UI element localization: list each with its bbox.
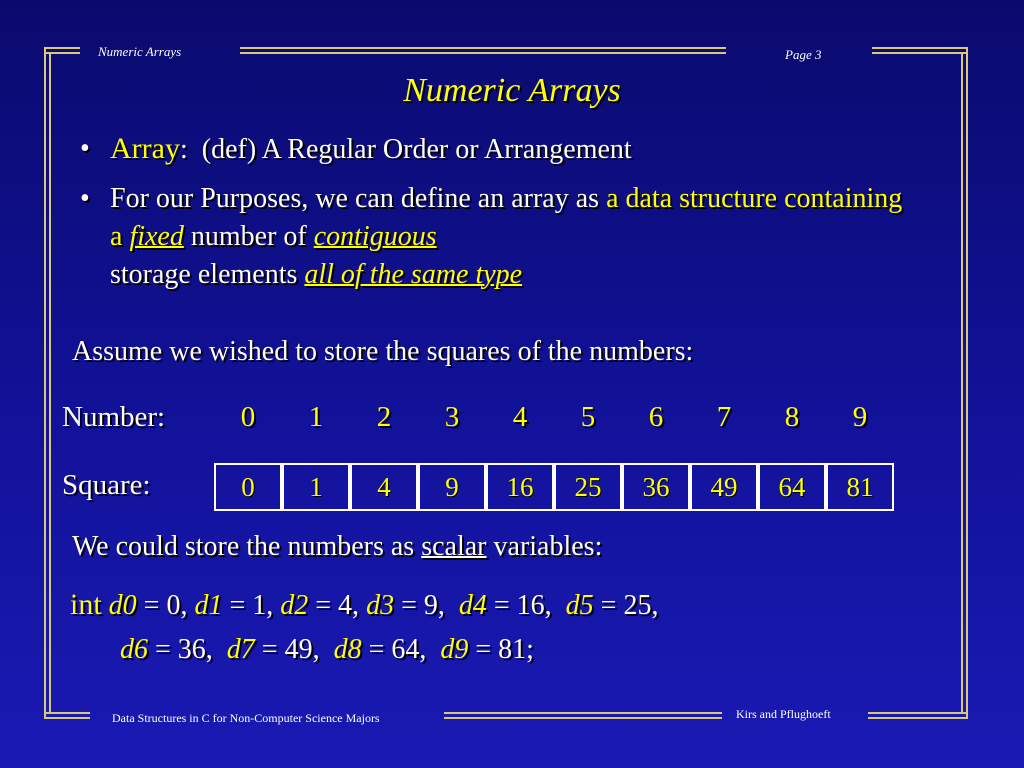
purpose-text-3: number of: [183, 221, 314, 252]
int-keyword: int: [70, 588, 102, 621]
code-assignment: = 9,: [394, 590, 459, 621]
number-cell: 3: [444, 401, 460, 433]
number-cell: 8: [784, 401, 800, 433]
code-line-1: [70, 588, 658, 622]
number-cell: 4: [512, 401, 528, 433]
number-cell: 9: [852, 401, 868, 433]
array-definition: (def) A Regular Order or Arrangement: [201, 134, 632, 165]
code-variable: d2: [280, 590, 309, 621]
contiguous-word: contiguous: [313, 221, 437, 252]
bullet-dot: •: [80, 183, 90, 214]
square-box: 1: [282, 463, 350, 511]
scalar-text-before: We could store the numbers as: [72, 531, 422, 562]
number-cell: 7: [716, 401, 732, 433]
code-assignment: = 81;: [468, 634, 534, 665]
number-label: Number:: [62, 401, 166, 433]
code-assignment: = 4,: [308, 590, 367, 621]
square-box: 9: [418, 463, 486, 511]
purpose-text-2: a data structure containing a: [110, 183, 903, 252]
code-variable: d5: [565, 590, 594, 621]
bullet-array-definition: [80, 130, 632, 169]
slide-title: Numeric Arrays: [403, 72, 621, 109]
code-variable: d1: [194, 590, 223, 621]
bullet-dot: •: [80, 133, 90, 164]
scalar-word: scalar: [421, 531, 487, 562]
header-title: Numeric Arrays: [98, 44, 182, 59]
purpose-text-1: For our Purposes, we can define an array as: [110, 183, 607, 214]
code-variable: d3: [366, 590, 395, 621]
square-box: 36: [622, 463, 690, 511]
square-box: 4: [350, 463, 418, 511]
number-cell: 0: [240, 401, 256, 433]
code-variable: d9: [440, 634, 469, 665]
scalar-line: [72, 531, 602, 563]
code-assignment: = 36,: [148, 634, 227, 665]
number-cell: 6: [648, 401, 664, 433]
code-assignment: = 49,: [254, 634, 334, 665]
square-box: 16: [486, 463, 554, 511]
same-type-phrase: all of the same type: [304, 259, 523, 290]
number-cell: 2: [376, 401, 392, 433]
code-assignment: = 64,: [361, 634, 441, 665]
number-cell: 5: [580, 401, 596, 433]
code-variable: d7: [226, 634, 255, 665]
square-box: 0: [214, 463, 282, 511]
square-box: 81: [826, 463, 894, 511]
square-label: Square:: [62, 469, 151, 501]
code-variable: d6: [120, 634, 148, 665]
code-variable: d8: [333, 634, 362, 665]
purpose-text-4: storage elements: [110, 259, 305, 290]
scalar-text-after: variables:: [486, 531, 603, 562]
footer-course: Data Structures in C for Non-Computer Science Majors: [112, 711, 380, 725]
code-variable: d0: [108, 590, 137, 621]
array-term: Array: [110, 132, 180, 165]
page-number: Page 3: [785, 47, 822, 62]
code-assignment: = 0,: [136, 590, 195, 621]
footer-authors: Kirs and Pflughoeft: [736, 707, 831, 721]
bullet-array-purpose: [80, 180, 910, 294]
number-cell: 1: [308, 401, 324, 433]
code-line-2: [120, 634, 534, 666]
square-box: 49: [690, 463, 758, 511]
square-box: 64: [758, 463, 826, 511]
assume-text: Assume we wished to store the squares of the numbers:: [72, 336, 694, 367]
square-box: 25: [554, 463, 622, 511]
code-assignment: = 16,: [486, 590, 566, 621]
code-variable: d4: [458, 590, 487, 621]
code-assignment: = 25,: [593, 590, 659, 621]
array-colon: :: [179, 134, 188, 165]
fixed-word: fixed: [129, 221, 184, 252]
code-assignment: = 1,: [222, 590, 281, 621]
